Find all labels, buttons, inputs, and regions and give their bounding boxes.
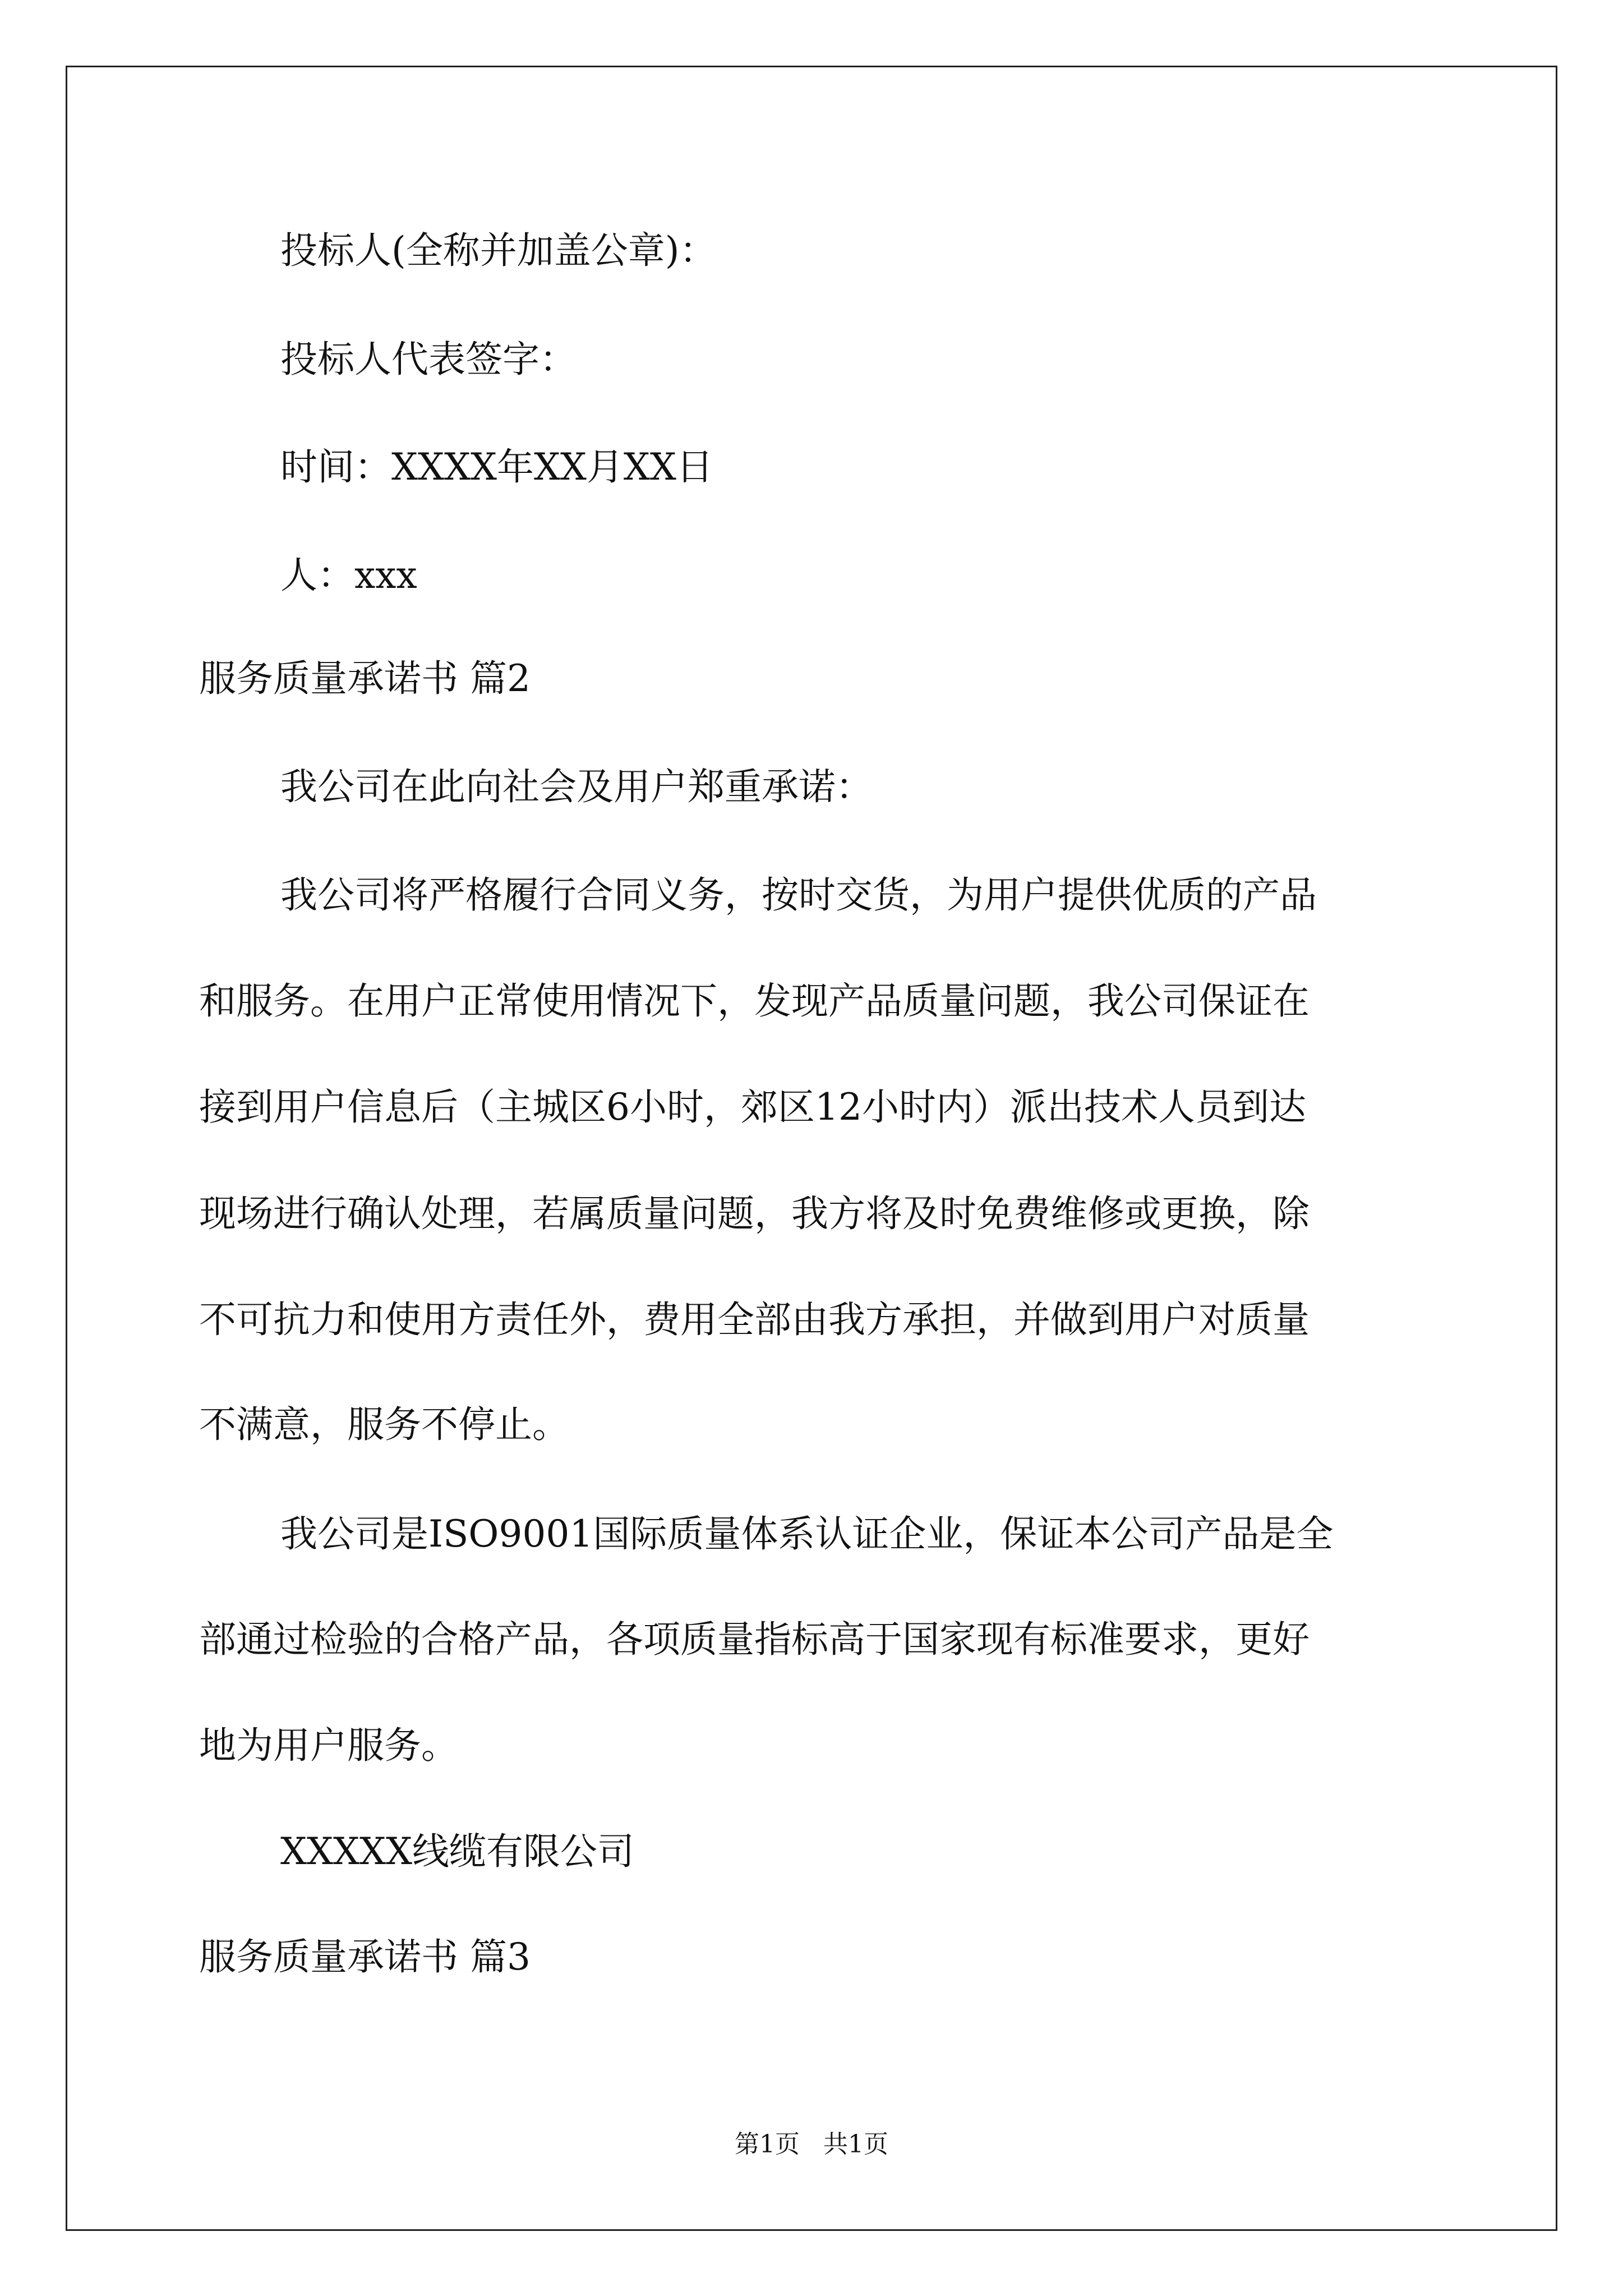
paragraph-line: 不满意，服务不停止。 (199, 1403, 569, 1446)
company-name: XXXXX线缆有限公司 (280, 1830, 634, 1873)
section-heading-3: 服务质量承诺书 篇3 (199, 1935, 531, 1978)
paragraph-line: 现场进行确认处理，若属质量问题，我方将及时免费维修或更换，除 (199, 1192, 1310, 1235)
commitment-intro: 我公司在此向社会及用户郑重承诺： (280, 765, 873, 808)
section-heading-2: 服务质量承诺书 篇2 (199, 657, 531, 700)
paragraph-line: 我公司是ISO9001国际质量体系认证企业，保证本公司产品是全 (280, 1512, 1334, 1556)
paragraph-line: 和服务。在用户正常使用情况下，发现产品质量问题，我公司保证在 (199, 979, 1310, 1023)
date-line: 时间：XXXX年XX月XX日 (280, 445, 713, 489)
bidder-name-line: 投标人(全称并加盖公章)： (280, 229, 717, 272)
paragraph-line: 我公司将严格履行合同义务，按时交货，为用户提供优质的产品 (280, 873, 1317, 917)
page-border (66, 66, 1557, 2231)
page-footer: 第1页 共1页 (735, 2130, 888, 2159)
paragraph-line: 地为用户服务。 (199, 1724, 458, 1767)
person-line: 人：xxx (280, 554, 417, 597)
bidder-signature-line: 投标人代表签字： (280, 338, 577, 381)
paragraph-line: 接到用户信息后（主城区6小时，郊区12小时内）派出技术人员到达 (199, 1085, 1306, 1129)
paragraph-line: 部通过检验的合格产品，各项质量指标高于国家现有标准要求，更好 (199, 1618, 1310, 1661)
paragraph-line: 不可抗力和使用方责任外，费用全部由我方承担，并做到用户对质量 (199, 1298, 1310, 1341)
